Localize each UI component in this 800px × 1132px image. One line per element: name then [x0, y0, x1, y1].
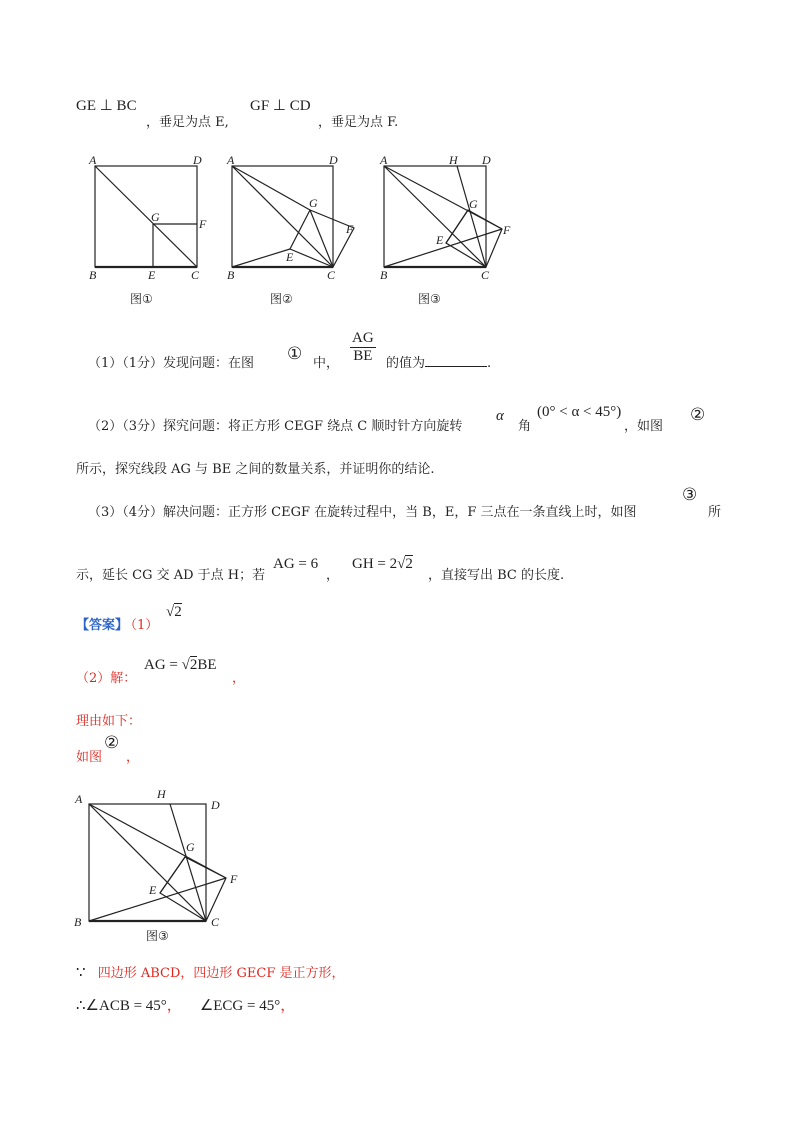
figure-3	[384, 166, 502, 267]
answer-1-label: （1）	[124, 618, 159, 633]
q3-eq-gh	[352, 556, 413, 573]
fig2-label-g: G	[309, 196, 318, 210]
fig2-label-c: C	[327, 268, 336, 282]
ans-label-g: G	[186, 840, 195, 854]
intro-sep1: ，垂足为点 E,	[146, 115, 229, 130]
q2-angle-word: 角	[518, 419, 532, 434]
fig2-label-e: E	[286, 250, 294, 264]
because-text: 四边形 ABCD，四边形 GECF 是正方形，	[97, 966, 345, 981]
fig2-label-a: A	[227, 153, 235, 167]
fig1-label-e: E	[148, 268, 156, 282]
q2-tail: ，如图	[624, 419, 664, 434]
q3-figure-ref: ③	[682, 485, 698, 505]
answer-reason: 理由如下：	[76, 714, 142, 729]
fig3-label-a: A	[380, 153, 388, 167]
fig2-label-d: D	[329, 153, 338, 167]
angle-comma-2: ，	[280, 998, 296, 1014]
fig2-caption: 图②	[270, 292, 293, 306]
fig1-label-b: B	[89, 268, 97, 282]
answer-1-radicand: 2	[174, 604, 182, 620]
ans-label-e: E	[149, 883, 157, 897]
sqrt-symbol: √	[166, 604, 175, 620]
answer-2-equation	[144, 657, 217, 674]
fig3-label-g: G	[469, 197, 478, 211]
q1-fraction-denominator: BE	[353, 348, 373, 364]
sqrt-symbol: √	[181, 657, 190, 673]
fig1-label-g: G	[151, 210, 160, 224]
answer-tag: 【答案】	[76, 618, 129, 633]
because-symbol: ∵	[76, 965, 86, 981]
answer-as-figure-comma: ，	[126, 750, 140, 765]
angle-ecg: ∠ECG = 45°	[199, 998, 281, 1014]
condition-gf-perp-cd: GF ⊥ CD	[250, 98, 311, 114]
fig1-caption: 图①	[130, 292, 153, 306]
answer-2-lhs: AG =	[144, 657, 182, 673]
q3-line2-a: 示，延长 CG 交 AD 于点 H；若	[76, 568, 266, 583]
answer-as-figure: 如图	[76, 750, 103, 765]
q1-fraction-numerator: AG	[352, 330, 374, 346]
condition-ge-perp-bc: GE ⊥ BC	[76, 98, 137, 114]
q1-fraction	[350, 330, 376, 365]
q3-tail: 所	[708, 505, 722, 520]
answer-1-value	[166, 604, 182, 621]
proof-therefore-line	[76, 994, 295, 1015]
ans-caption: 图③	[146, 929, 169, 943]
fig1-label-d: D	[193, 153, 202, 167]
fig2-label-b: B	[227, 268, 235, 282]
q1-prefix: （1）（1分）发现问题：在图	[88, 356, 255, 371]
fig3-label-h: H	[449, 153, 458, 167]
angle-acb: ∠ACB = 45°	[85, 998, 167, 1014]
answer-2-radicand: 2	[189, 657, 198, 673]
proof-because-line	[76, 962, 344, 982]
q2-prefix: （2）（3分）探究问题：将正方形 CEGF 绕点 C 顺时针方向旋转	[88, 419, 463, 434]
fig3-label-d: D	[482, 153, 491, 167]
q2-alpha: α	[496, 408, 504, 424]
answer-2-rhs: BE	[197, 657, 217, 673]
fig1-label-c: C	[191, 268, 200, 282]
q1-end: .	[487, 356, 492, 371]
ans-square-cegf	[160, 857, 226, 921]
q1-figure-ref: ①	[287, 344, 303, 364]
intro-sep2: ，垂足为点 F.	[318, 115, 399, 130]
ans-label-c: C	[211, 915, 220, 929]
q1-mid: 中，	[313, 356, 340, 371]
q3-eq-gh-radicand: 2	[405, 556, 413, 572]
q3-prefix: （3）（4分）解决问题：正方形 CEGF 在旋转过程中，当 B，E，F 三点在一条直线上时，如图	[88, 505, 637, 520]
fig3-label-b: B	[380, 268, 388, 282]
fig3-diagonal-ac	[384, 166, 486, 267]
ans-label-b: B	[74, 915, 82, 929]
ans-label-f: F	[230, 872, 238, 886]
figure-answer	[89, 804, 226, 921]
q3-eq-gh-lhs: GH = 2	[352, 556, 398, 572]
therefore-symbol: ∴	[76, 998, 86, 1014]
angle-comma-1: ，	[166, 998, 182, 1014]
fig1-label-a: A	[89, 153, 97, 167]
answer-2-comma: ，	[232, 671, 246, 686]
ans-label-d: D	[211, 798, 220, 812]
q3-eq-ag: AG = 6	[273, 556, 319, 572]
fig2-segment-ag	[232, 166, 310, 210]
fig2-segment-be	[232, 249, 290, 267]
q1-suffix-line	[386, 352, 491, 371]
answer-figure-ref: ②	[104, 733, 120, 753]
q2-figure-ref: ②	[690, 405, 706, 425]
q2-angle-range: (0° < α < 45°)	[537, 404, 622, 420]
q2-line2: 所示，探究线段 AG 与 BE 之间的数量关系，并证明你的结论.	[76, 462, 435, 477]
q3-line2-b: ，直接写出 BC 的长度.	[428, 568, 565, 583]
fig1-diagonal-ac	[95, 166, 197, 267]
fig1-label-f: F	[199, 217, 207, 231]
ans-label-a: A	[75, 792, 83, 806]
fig3-label-f: F	[503, 223, 511, 237]
fig3-label-c: C	[481, 268, 490, 282]
fig3-label-e: E	[436, 233, 444, 247]
q1-suffix: 的值为	[386, 356, 426, 371]
sqrt-symbol: √	[397, 556, 406, 572]
fig2-label-f: F	[346, 222, 354, 236]
ans-label-h: H	[157, 787, 166, 801]
q3-comma: ，	[326, 568, 340, 583]
answer-2-label: （2）解：	[76, 671, 137, 686]
q1-answer-blank[interactable]	[425, 356, 487, 367]
figure-1	[95, 166, 197, 267]
fig3-caption: 图③	[418, 292, 441, 306]
